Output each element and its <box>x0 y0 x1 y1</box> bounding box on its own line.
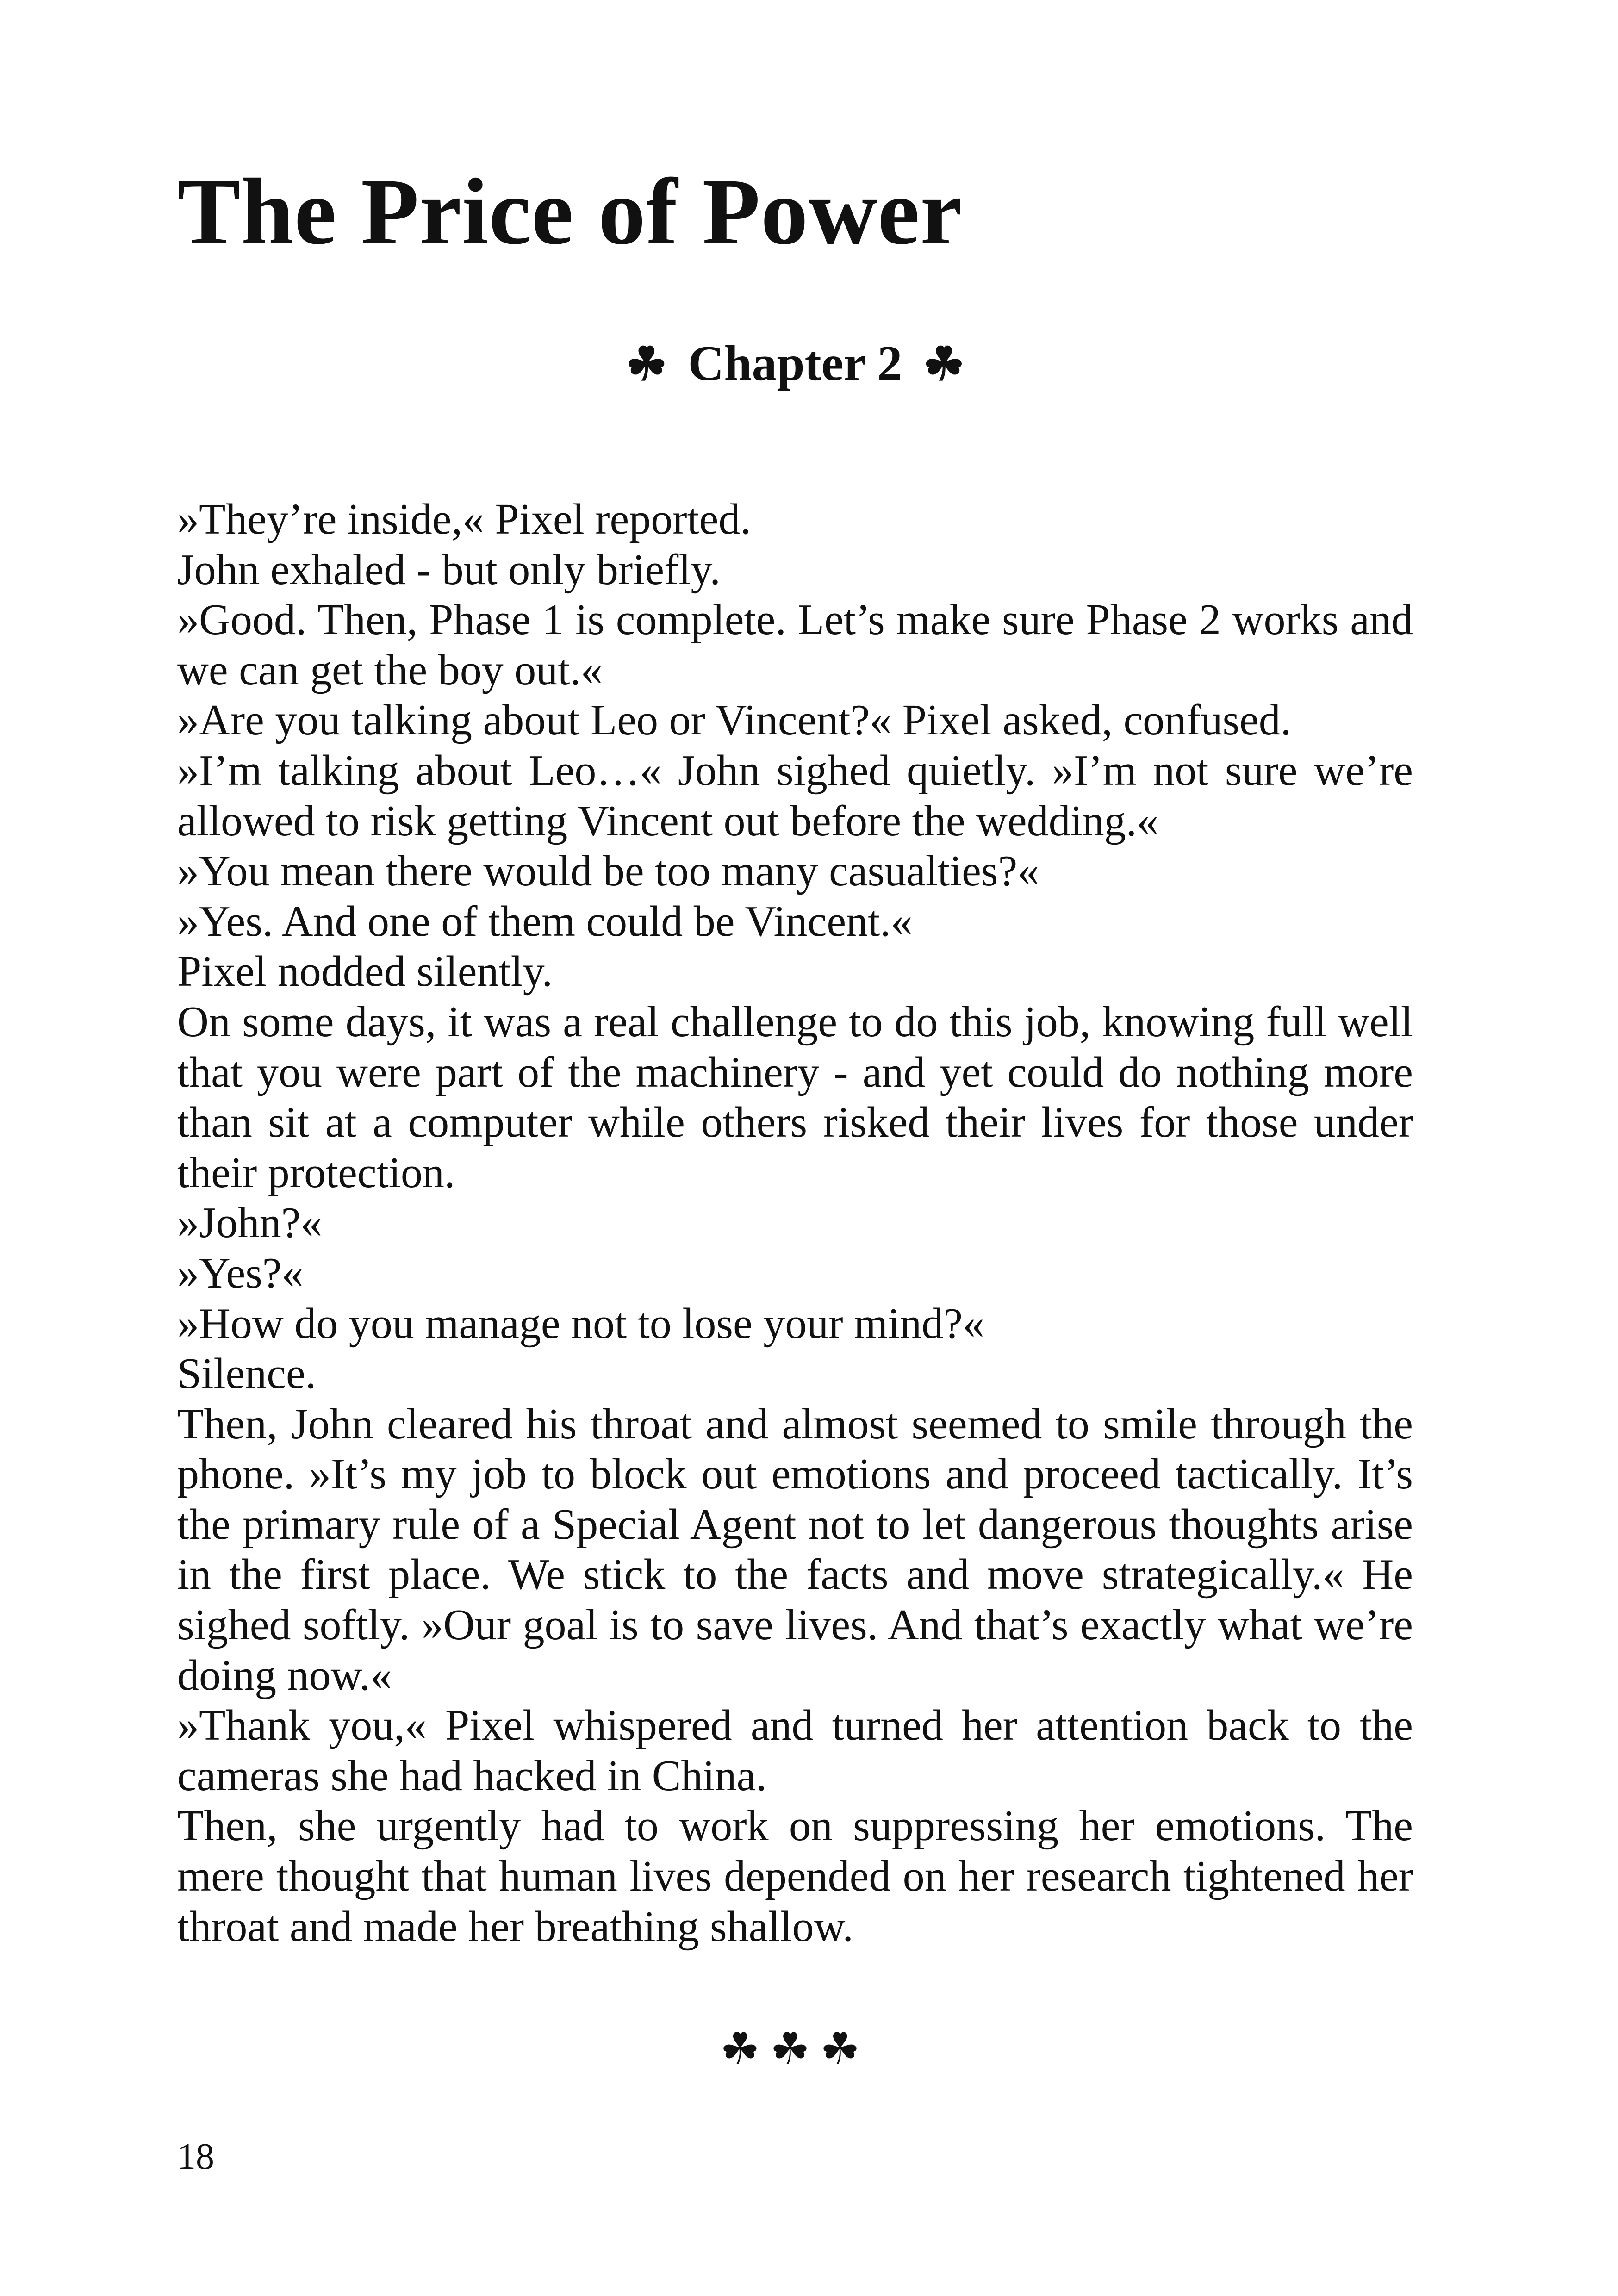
paragraph: »Yes?« <box>177 1249 304 1297</box>
paragraph: Then, she urgently had to work on suppressing her emotions. The mere thought that human lives depended on her research tightened her throat and made her breathing shallow. <box>177 1802 1413 1951</box>
paragraph: »Thank you,« Pixel whispered and turned her attention back to the cameras she had hacked in China. <box>177 1701 1413 1800</box>
paragraph: »How do you manage not to lose your mind?« <box>177 1299 984 1348</box>
paragraph: »I’m talking about Leo…« John sighed quietly. »I’m not sure we’re allowed to risk getting Vincent out before the wedding.« <box>177 746 1413 845</box>
paragraph: Silence. <box>177 1350 317 1398</box>
paragraph: »You mean there would be too many casualties?« <box>177 847 1039 896</box>
paragraph: »John?« <box>177 1199 323 1247</box>
shamrock-ornament-icon: ☘ <box>923 339 965 390</box>
shamrock-ornament-icon: ☘ <box>625 339 667 390</box>
chapter-label: Chapter 2 <box>688 336 902 391</box>
scene-break-shamrocks-icon: ☘☘☘ <box>720 2024 871 2074</box>
page-number: 18 <box>177 2136 214 2177</box>
book-title: The Price of Power <box>177 159 963 264</box>
paragraph: »They’re inside,« Pixel reported. <box>177 495 751 543</box>
chapter-heading <box>177 336 1413 391</box>
paragraph: »Are you talking about Leo or Vincent?« Pixel asked, confused. <box>177 696 1292 745</box>
paragraph: »Good. Then, Phase 1 is complete. Let’s make sure Phase 2 works and we can get the boy out.« <box>177 596 1413 694</box>
paragraph: John exhaled - but only briefly. <box>177 545 721 594</box>
paragraph: Pixel nodded silently. <box>177 947 553 996</box>
chapter-body <box>177 494 1413 1952</box>
paragraph: »Yes. And one of them could be Vincent.« <box>177 897 913 946</box>
paragraph: On some days, it was a real challenge to do this job, knowing full well that you were part of the machinery - and yet could do nothing more than sit at a computer while others risked their lives for those under their protection. <box>177 997 1413 1197</box>
paragraph: Then, John cleared his throat and almost seemed to smile through the phone. »It’s my job to block out emotions and proceed tactically. It’s the primary rule of a Special Agent not to let dangerous thoughts arise in the first place. We stick to the facts and move strategically.« He sighed softly. »Our goal is to save lives. And that’s exactly what we’re doing now.« <box>177 1400 1413 1699</box>
